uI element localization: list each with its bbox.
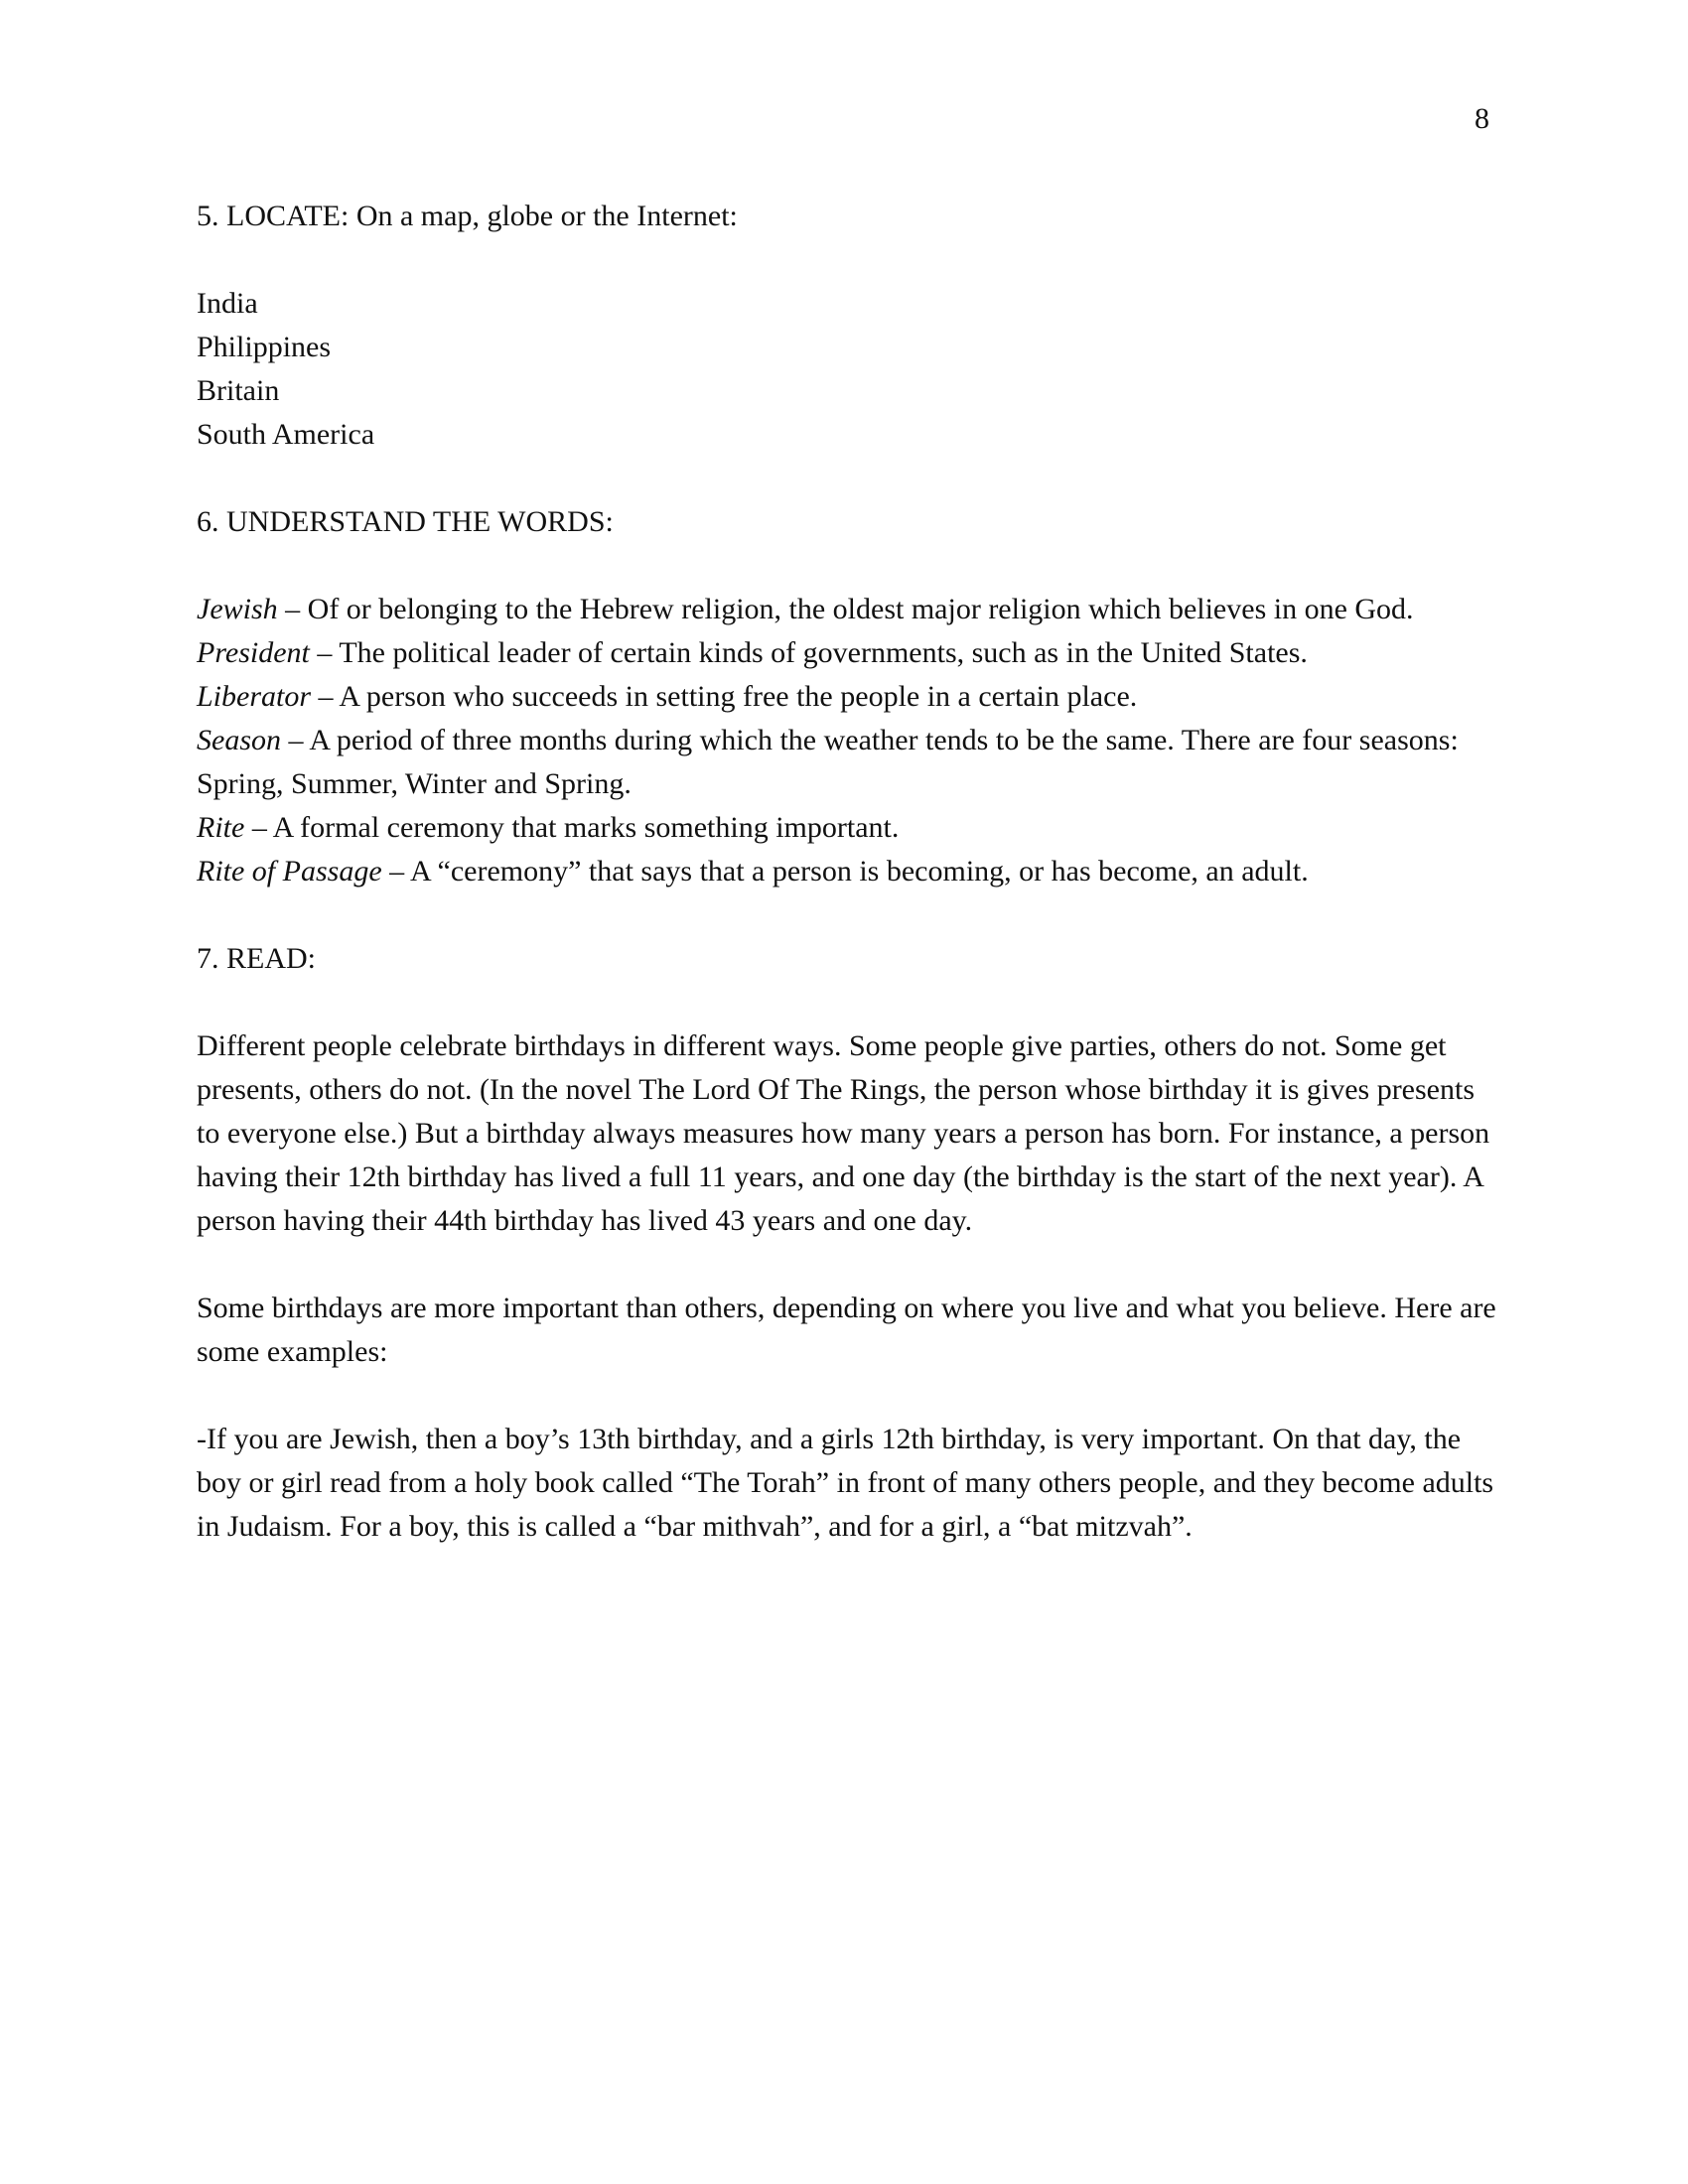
places-list: [197, 282, 1499, 457]
read-paragraph: -If you are Jewish, then a boy’s 13th birthday, and a girls 12th birthday, is very important. On that day, the boy or girl read from a holy book called “The Torah” in front of many others people, and they become adults in Judaism. For a boy, this is called a “bar mithvah”, and for a girl, a “bat mitzvah”.: [197, 1423, 1494, 1543]
vocabulary-list: [197, 588, 1499, 893]
page-number: 8: [1475, 102, 1489, 135]
locate-heading: 5. LOCATE: On a map, globe or the Internet:: [197, 200, 738, 232]
vocabulary-term: Rite: [197, 811, 245, 844]
vocabulary-term: Rite of Passage: [197, 855, 382, 887]
vocabulary-term: Liberator: [197, 680, 312, 713]
list-item: India: [197, 287, 258, 320]
vocabulary-definition: A “ceremony” that says that a person is becoming, or has become, an adult.: [410, 855, 1309, 887]
vocabulary-definition: A formal ceremony that marks something important.: [272, 811, 900, 844]
vocabulary-definition: A period of three months during which the weather tends to be the same. There are four seasons: Spring, Summer, Winter and Spring.: [197, 724, 1459, 800]
read-paragraph: Different people celebrate birthdays in different ways. Some people give parties, others do not. Some get presents, others do not. (In the novel The Lord Of The Rings, the person whose birthday it is gives presents to everyone else.) But a birthday always measures how many years a person has born. For instance, a person having their 12th birthday has lived a full 11 years, and one day (the birthday is the start of the next year). A person having their 44th birthday has lived 43 years and one day.: [197, 1029, 1490, 1237]
vocabulary-definition: The political leader of certain kinds of governments, such as in the United States.: [339, 636, 1308, 669]
vocabulary-entry: Rite of Passage – A “ceremony” that says that a person is becoming, or has become, an adult.: [197, 855, 1309, 887]
vocabulary-entry: President – The political leader of certain kinds of governments, such as in the United States.: [197, 636, 1308, 669]
list-item: Britain: [197, 374, 280, 407]
vocabulary-term: President: [197, 636, 310, 669]
vocabulary-entry: Liberator – A person who succeeds in setting free the people in a certain place.: [197, 680, 1138, 713]
document-body: [197, 195, 1499, 1549]
list-item: South America: [197, 418, 375, 451]
read-heading: 7. READ:: [197, 942, 316, 975]
vocabulary-entry: Jewish – Of or belonging to the Hebrew religion, the oldest major religion which believes in one God.: [197, 593, 1414, 625]
list-item: Philippines: [197, 331, 332, 363]
vocabulary-entry: Season – A period of three months during which the weather tends to be the same. There are four seasons: Spring, Summer, Winter and Spring.: [197, 724, 1459, 800]
vocabulary-term: Jewish: [197, 593, 278, 625]
vocabulary-entry: Rite – A formal ceremony that marks something important.: [197, 811, 900, 844]
words-heading: 6. UNDERSTAND THE WORDS:: [197, 505, 614, 538]
vocabulary-definition: Of or belonging to the Hebrew religion, the oldest major religion which believes in one God.: [307, 593, 1414, 625]
read-paragraph: Some birthdays are more important than others, depending on where you live and what you believe. Here are some examples:: [197, 1292, 1496, 1368]
vocabulary-term: Season: [197, 724, 281, 756]
vocabulary-definition: A person who succeeds in setting free the people in a certain place.: [339, 680, 1138, 713]
